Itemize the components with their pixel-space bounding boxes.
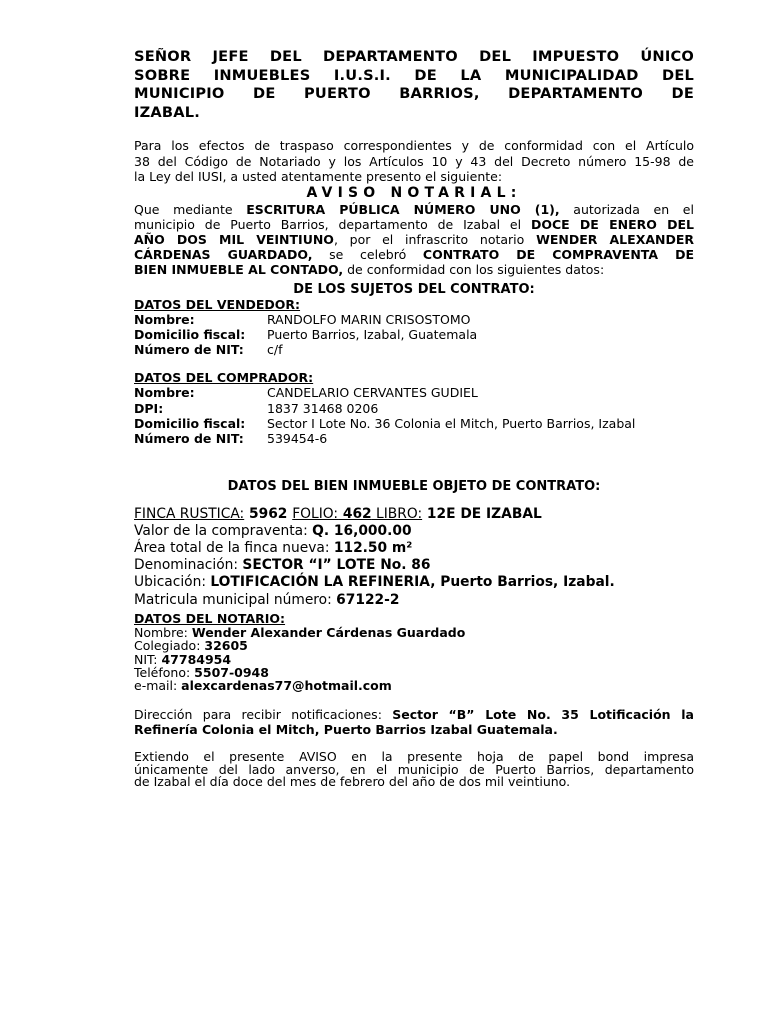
comprador-row: Domicilio fiscal: Sector I Lote No. 36 Colonia el Mitch, Puerto Barrios, Izabal (134, 416, 636, 431)
document-heading (134, 48, 694, 122)
notario-nit: NIT: 47784954 (134, 651, 232, 667)
vendedor-row: Domicilio fiscal: Puerto Barrios, Izabal, Guatemala (134, 326, 478, 342)
direccion-paragraph (134, 707, 694, 737)
direccion-line: Dirección para recibir notificaciones: Sector “B” Lote No. 35 Lotificación la (134, 706, 694, 722)
notario-nombre: Nombre: Wender Alexander Cárdenas Guardado (134, 624, 466, 640)
aviso-line: AÑO DOS MIL VEINTIUNO, por el infrascrito notario WENDER ALEXANDER (134, 231, 695, 247)
comprador-row: DPI: 1837 31468 0206 (134, 400, 379, 416)
cierre-line: Extiendo el presente AVISO en la presente hoja de papel bond impresa (134, 749, 694, 765)
document-page (134, 48, 694, 789)
direccion-line: Refinería Colonia el Mitch, Puerto Barrios Izabal Guatemala. (134, 722, 558, 738)
heading-line: IZABAL. (134, 103, 200, 121)
area-line: Área total de la finca nueva: 112.50 m² (134, 540, 413, 556)
comprador-row: Número de NIT: 539454-6 (134, 431, 328, 447)
ubicacion-line: Ubicación: LOTIFICACIÓN LA REFINERIA, Puerto Barrios, Izabal. (134, 574, 615, 591)
notario-section (134, 611, 694, 693)
intro-paragraph (134, 138, 694, 185)
heading-line: MUNICIPIO DE PUERTO BARRIOS, DEPARTAMENTO DE (134, 85, 694, 102)
notario-telefono: Teléfono: 5507-0948 (134, 665, 269, 681)
heading-line: SOBRE INMUEBLES I.U.S.I. DE LA MUNICIPALIDAD DEL (134, 66, 694, 84)
notario-colegiado: Colegiado: 32605 (134, 638, 248, 654)
intro-line: 38 del Código de Notariado y los Artículos 10 y 43 del Decreto número 15-98 de (134, 153, 694, 169)
heading-line: SEÑOR JEFE DEL DEPARTAMENTO DEL IMPUESTO ÚNICO (134, 48, 694, 65)
matricula-line: Matricula municipal número: 67122-2 (134, 591, 400, 608)
bien-title: DATOS DEL BIEN INMUEBLE OBJETO DE CONTRATO: (227, 478, 601, 494)
aviso-line: municipio de Puerto Barrios, departamento de Izabal el DOCE DE ENERO DEL (134, 216, 694, 232)
comprador-row: Nombre: CANDELARIO CERVANTES GUDIEL (134, 385, 478, 401)
intro-line: la Ley del IUSI, a usted atentamente presento el siguiente: (134, 169, 503, 184)
notario-title: DATOS DEL NOTARIO: (134, 610, 286, 626)
notario-email: e-mail: alexcardenas77@hotmail.com (134, 678, 392, 694)
cierre-line: de Izabal el día doce del mes de febrero del año de dos mil veintiuno. (134, 774, 571, 790)
aviso-line: Que mediante ESCRITURA PÚBLICA NÚMERO UNO (1), autorizada en el (134, 201, 694, 217)
valor-line: Valor de la compraventa: Q. 16,000.00 (134, 522, 412, 539)
cierre-line: únicamente del lado anverso, en el municipio de Puerto Barrios, departamento (134, 761, 694, 777)
vendedor-title: DATOS DEL VENDEDOR: (134, 296, 301, 312)
bien-section (134, 506, 694, 609)
comprador-section (134, 370, 694, 446)
aviso-notarial-title: AVISO NOTARIAL: (306, 184, 522, 201)
vendedor-row: Nombre: RANDOLFO MARIN CRISOSTOMO (134, 311, 471, 327)
intro-line: Para los efectos de traspaso correspondientes y de conformidad con el Artículo (134, 138, 694, 153)
comprador-title: DATOS DEL COMPRADOR: (134, 370, 314, 386)
sujetos-title: DE LOS SUJETOS DEL CONTRATO: (293, 281, 535, 297)
finca-line: FINCA RUSTICA: 5962 FOLIO: 462 LIBRO: 12E DE IZABAL (134, 505, 542, 522)
aviso-paragraph (134, 202, 694, 278)
denominacion-line: Denominación: SECTOR “I” LOTE No. 86 (134, 557, 431, 574)
vendedor-section (134, 297, 694, 358)
aviso-line: BIEN INMUEBLE AL CONTADO, de conformidad con los siguientes datos: (134, 262, 605, 278)
vendedor-row: Número de NIT: c/f (134, 342, 283, 358)
aviso-line: CÁRDENAS GUARDADO, se celebró CONTRATO DE COMPRAVENTA DE (134, 247, 694, 263)
cierre-paragraph (134, 751, 694, 789)
